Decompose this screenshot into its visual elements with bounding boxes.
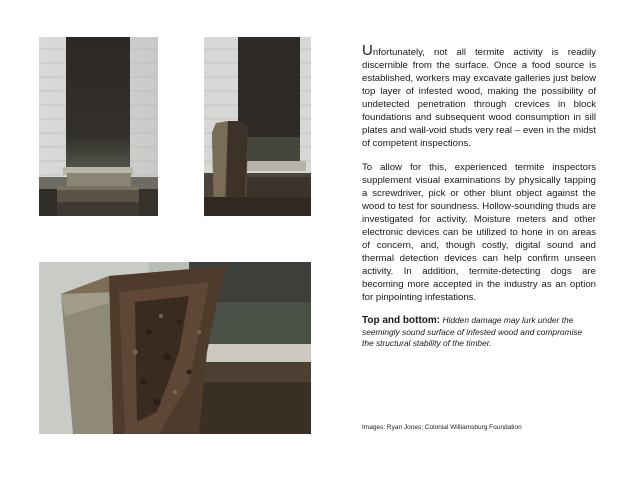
termite-damaged-post-closeup-photo <box>39 262 311 434</box>
caption-heading: Top and bottom: <box>362 315 441 326</box>
intro-paragraph-text: nfortunately, not all termite activity is readily discernible from the surface. Once a food source is established, workers may excavate galleries just below top layer of infested wood, making the possibility of undetected penetration through crevices in block foundations and subsequent wood consumption in sill plates and wall-void studs very real – even in the midst of competent inspections. <box>362 47 596 149</box>
caption-text: Hidden damage may lurk under the seemingly sound surface of infested wood and compromise the structural stability of the timber. <box>362 315 583 348</box>
doorway-with-wooden-step-photo <box>39 37 158 216</box>
intro-paragraph <box>362 44 596 150</box>
drop-cap: U <box>362 42 373 59</box>
doorway-with-damaged-post-photo <box>204 37 311 216</box>
inspection-paragraph: To allow for this, experienced termite inspectors supplement visual examinations by physically tapping a screwdriver, pick or other blunt object against the wood to test for soundness. Hollow-sounding thuds are investigated for activity. Moisture meters and other electronic devices can be utilized to hone in on areas of concern, and, though costly, digital sound and thermal detection devices can help confirm unseen activity. In addition, termite-detecting dogs are becoming more accepted in the industry as an option for pinpointing infestations. <box>362 162 596 303</box>
image-credit: Images: Ryan Jones; Colonial Williamsburg Foundation <box>362 424 522 431</box>
article-text-column <box>362 44 596 350</box>
photo-caption <box>362 315 596 350</box>
